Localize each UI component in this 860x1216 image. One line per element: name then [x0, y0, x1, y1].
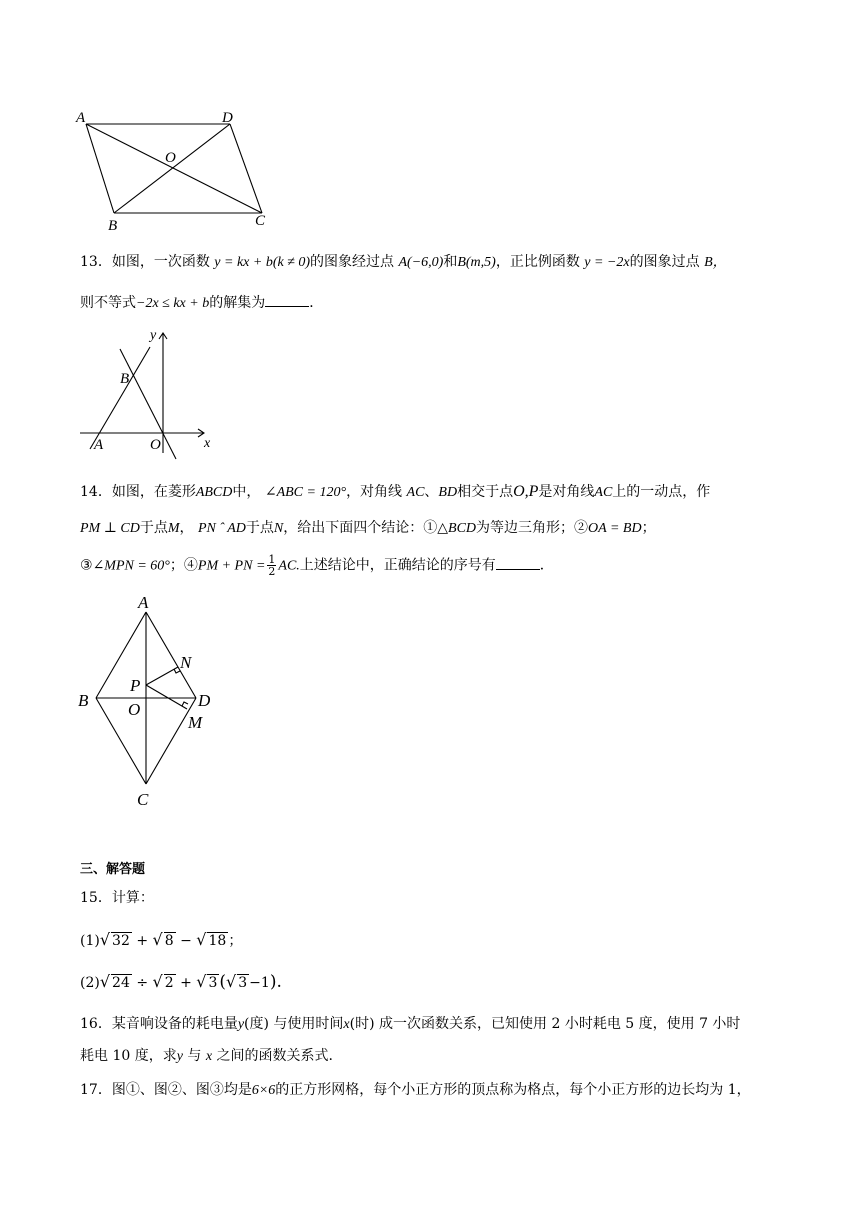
q14-rhombus: ABCD [195, 485, 233, 500]
answer-blank [265, 292, 309, 307]
q16-line-1 [80, 1014, 740, 1035]
q13-text: 则不等式 [80, 295, 136, 311]
q15-text: −1 [249, 975, 270, 991]
q13-point-b: B(m,5) [457, 255, 496, 270]
q14-text: ，对角线 [346, 484, 403, 500]
paren: ( [219, 972, 227, 992]
q14-text: 相交于点 [457, 484, 514, 500]
point-label-a: A [94, 437, 104, 453]
q16-var-y: y [237, 1017, 245, 1032]
q17-grid-size: 6×6 [251, 1083, 276, 1098]
point-label-o: O [128, 700, 141, 719]
sqrt-radicand: 3 [238, 975, 248, 991]
q16-text: 耗电 10 度，求 [80, 1048, 177, 1064]
fraction-numerator: 1 [268, 553, 276, 566]
q16-text: 与 [182, 1048, 206, 1064]
q15-text: ； [228, 933, 243, 949]
point-label-p: P [130, 676, 141, 695]
q15-part-1: (1)√ 32 + √ 8 − √ 18 ； [80, 930, 243, 949]
q14-triangle: △BCD [437, 521, 477, 536]
point-label-b: B [120, 371, 130, 387]
q14-perpendicular-pm: PM ⊥ CD [80, 521, 140, 536]
q14-diagonal-ac: AC. [278, 558, 300, 574]
q13-graph-figure [76, 325, 226, 460]
q15-number: 15． [80, 890, 112, 906]
point-label-m: M [188, 713, 203, 732]
operator: − [180, 933, 192, 949]
section-title: 三、解答题 [80, 862, 146, 877]
q17-text: 17．图①、图②、图③均是 [80, 1082, 252, 1098]
q14-line-2 [80, 518, 656, 539]
sqrt-radicand: 32 [112, 933, 130, 949]
q16-text: (时) 成一次函数关系，已知使用 2 小时耗电 5 度，使用 7 小时 [349, 1016, 741, 1032]
q16-text: 之间的函数关系式. [212, 1048, 333, 1064]
q13-text: B， [704, 255, 727, 270]
q15-part-label: (1) [80, 933, 100, 949]
operator: ÷ [136, 975, 149, 991]
q13-number: 13． [80, 254, 112, 270]
vertex-label-c: C [137, 790, 149, 809]
q14-text: 上述结论中，正确结论的序号有 [299, 557, 496, 574]
q17-line-1 [80, 1080, 751, 1101]
q16-var-y: y [176, 1049, 183, 1064]
axis-label-x: x [204, 436, 211, 451]
q14-text: ， [179, 520, 194, 536]
q15-part-label: (2) [80, 975, 100, 991]
vertex-label-b: B [108, 218, 118, 234]
q14-text: ③ [80, 557, 93, 574]
q14-line-3 [80, 554, 554, 577]
sqrt-radicand: 2 [164, 975, 174, 991]
point-label-n: N [180, 653, 192, 672]
q13-line-1 [80, 252, 727, 273]
q14-angle-mpn: ∠MPN = 60° [92, 558, 170, 574]
q14-points: O,P [513, 483, 539, 500]
q13-function: y = kx + b(k ≠ 0) [214, 255, 311, 270]
q13-text: ，正比例函数 [495, 254, 580, 270]
vertex-label-a: A [76, 110, 86, 126]
axis-label-y: y [150, 328, 157, 343]
fraction-denominator: 2 [268, 565, 276, 578]
q16-line-2 [80, 1046, 333, 1067]
q13-text: 的解集为 [209, 295, 266, 311]
q14-text: 于点 [139, 520, 168, 536]
q14-diagonal-ac: AC [594, 485, 613, 500]
q13-text: ． [309, 295, 324, 311]
q14-text: 如图，在菱形 [111, 484, 196, 500]
vertex-label-o: O [165, 150, 176, 166]
q14-line-1 [80, 482, 710, 503]
q16-text: 16．某音响设备的耗电量 [80, 1016, 238, 1032]
q13-line-2 [80, 292, 323, 314]
vertex-label-d: D [222, 110, 233, 126]
q15-text: 计算： [111, 890, 154, 906]
q15-part-2: (2)√ 24 ÷ √ 2 + √ 3 (√ 3 −1). [80, 972, 282, 992]
q13-text: 的图象经过点 [310, 254, 395, 270]
q16-var-x: x [205, 1049, 213, 1064]
operator: + [180, 975, 192, 991]
q14-sum: PM + PN = [197, 558, 266, 574]
operator: + [136, 933, 149, 949]
q14-point-n: N [273, 521, 284, 536]
q16-text: (度) 与使用时间 [244, 1016, 344, 1032]
origin-label-o: O [150, 437, 161, 453]
q14-text: 于点 [245, 520, 274, 536]
q14-text: 中， [232, 484, 261, 500]
rhombus-figure [74, 588, 224, 813]
q14-perpendicular-pn: PN ˆ AD [197, 521, 246, 536]
sqrt-radicand: 24 [112, 975, 130, 991]
vertex-label-b: B [78, 691, 89, 710]
q14-equation: OA = BD [588, 521, 642, 536]
q14-text: 是对角线 [538, 484, 595, 500]
q14-text: ； [641, 520, 656, 536]
q14-point-m: M [167, 521, 180, 536]
q14-text: 上的一动点，作 [612, 484, 711, 500]
vertex-label-d: D [198, 691, 211, 710]
q13-text: 和 [443, 254, 458, 270]
sqrt-radicand: 18 [208, 933, 227, 949]
q14-text: ；④ [169, 557, 198, 574]
sqrt-radicand: 3 [208, 975, 218, 991]
q13-point-a: A(−6,0) [398, 255, 444, 270]
q14-text: ． [539, 557, 554, 574]
q13-text: 的图象过点 [629, 254, 700, 270]
sqrt-radicand: 8 [164, 933, 174, 949]
q14-text: 为等边三角形；② [476, 520, 589, 536]
q13-proportional-function: y = −2x [584, 255, 630, 270]
q14-diagonal-ac: AC [406, 485, 425, 500]
vertex-label-a: A [138, 593, 149, 612]
q14-diagonal-bd: BD [438, 485, 458, 500]
q17-text: 的正方形网格，每个小正方形的顶点称为格点，每个小正方形的边长均为 1， [275, 1082, 751, 1098]
vertex-label-c: C [255, 213, 266, 229]
q16-var-x: x [343, 1017, 350, 1032]
answer-blank [496, 555, 540, 570]
fraction-one-half [267, 554, 276, 577]
q14-angle: ∠ABC = 120° [264, 485, 347, 500]
q13-text: 如图，一次函数 [111, 254, 210, 270]
q14-text: 、 [424, 484, 439, 500]
q14-number: 14． [80, 484, 112, 500]
paren: ). [269, 972, 282, 992]
parallelogram-figure [72, 105, 282, 235]
q13-inequality: −2x ≤ kx + b [136, 296, 210, 311]
q15-title [80, 888, 154, 908]
q14-text: ，给出下面四个结论：① [283, 520, 438, 536]
